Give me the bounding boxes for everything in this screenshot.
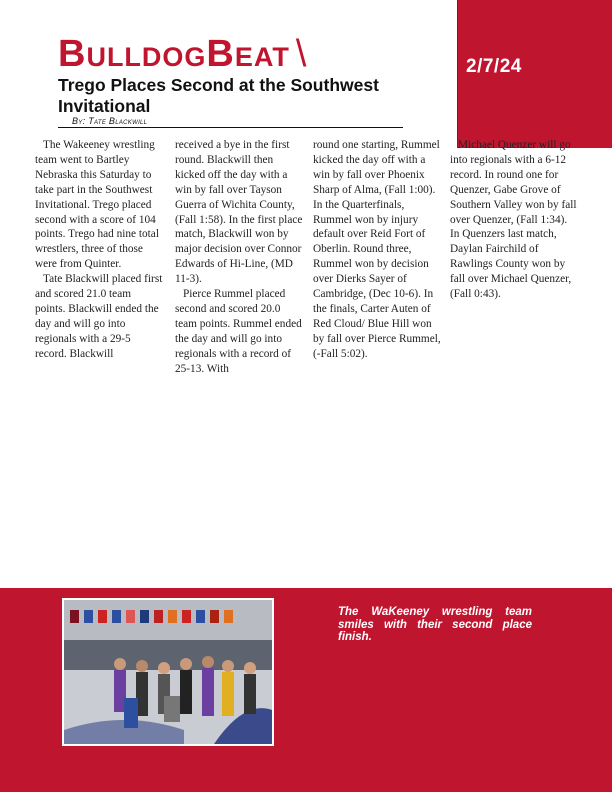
article-column-1	[35, 138, 163, 362]
paragraph: The Wakeeney wrestling team went to Bartley Nebraska this Saturday to take part in the Southwest Invitational. Trego placed second with a score of 104 points. Trego had nine total wrestlers, three of those were from Quinter.	[35, 139, 159, 271]
article-column-2	[175, 138, 303, 377]
article-column-4	[450, 138, 578, 302]
paragraph: Tate Blackwill placed first and scored 21.0 team points. Blackwill ended the day and will go into regionals with a 29-5 record. Blackwill	[35, 273, 163, 360]
photo-caption: The WaKeeney wrestling team smiles with their second place finish.	[338, 606, 532, 643]
paragraph: Pierce Rummel placed second and scored 20.0 team points. Rummel ended the day and will go into regionals with a record of 25-13. With	[175, 288, 302, 375]
date-panel	[457, 0, 612, 148]
masthead-name: BulldogBeat	[58, 33, 290, 75]
team-photo-image	[64, 600, 272, 744]
article-headline: Trego Places Second at the Southwest Invitational	[58, 75, 379, 116]
paragraph: round one starting, Rummel kicked the day off with a win by fall over Phoenix Sharp of Alma, (Fall 1:00). In the Quarterfinals, Rummel won by injury default over Reid Fort of Oberlin. Round three, Rummel won by decision over Dierks Sayer of Cambridge, (Dec 10-6). In the finals, Carter Auten of Red Cloud/ Blue Hill won by fall over Pierce Rummel,(-Fall 5:02).	[313, 139, 441, 360]
article-byline: By: Tate Blackwill	[72, 116, 148, 126]
issue-date: 2/7/24	[466, 56, 522, 77]
paragraph: received a bye in the first round. Blackwill then kicked off the day with a win by fall over Tayson Guerra of Wichita County, (Fall 1:58). In the first place match, Blackwill won by major decision over Connor Edwards of Hi-Line, (MD 11-3).	[175, 139, 303, 286]
masthead-mark: \	[295, 33, 308, 75]
article-column-3	[313, 138, 441, 362]
headline-rule	[58, 127, 403, 128]
team-photo	[62, 598, 274, 746]
masthead-title	[58, 34, 438, 74]
paragraph: Michael Quenzer will go into regionals with a 6-12 record. In round one for Quenzer, Gabe Grove of Southern Valley won by fall over Quenzer, (Fall 1:34). In Quenzers last match, Daylan Fairchild of Rawlings County won by fall over Michael Quenzer, (Fall 0:43).	[450, 139, 577, 301]
